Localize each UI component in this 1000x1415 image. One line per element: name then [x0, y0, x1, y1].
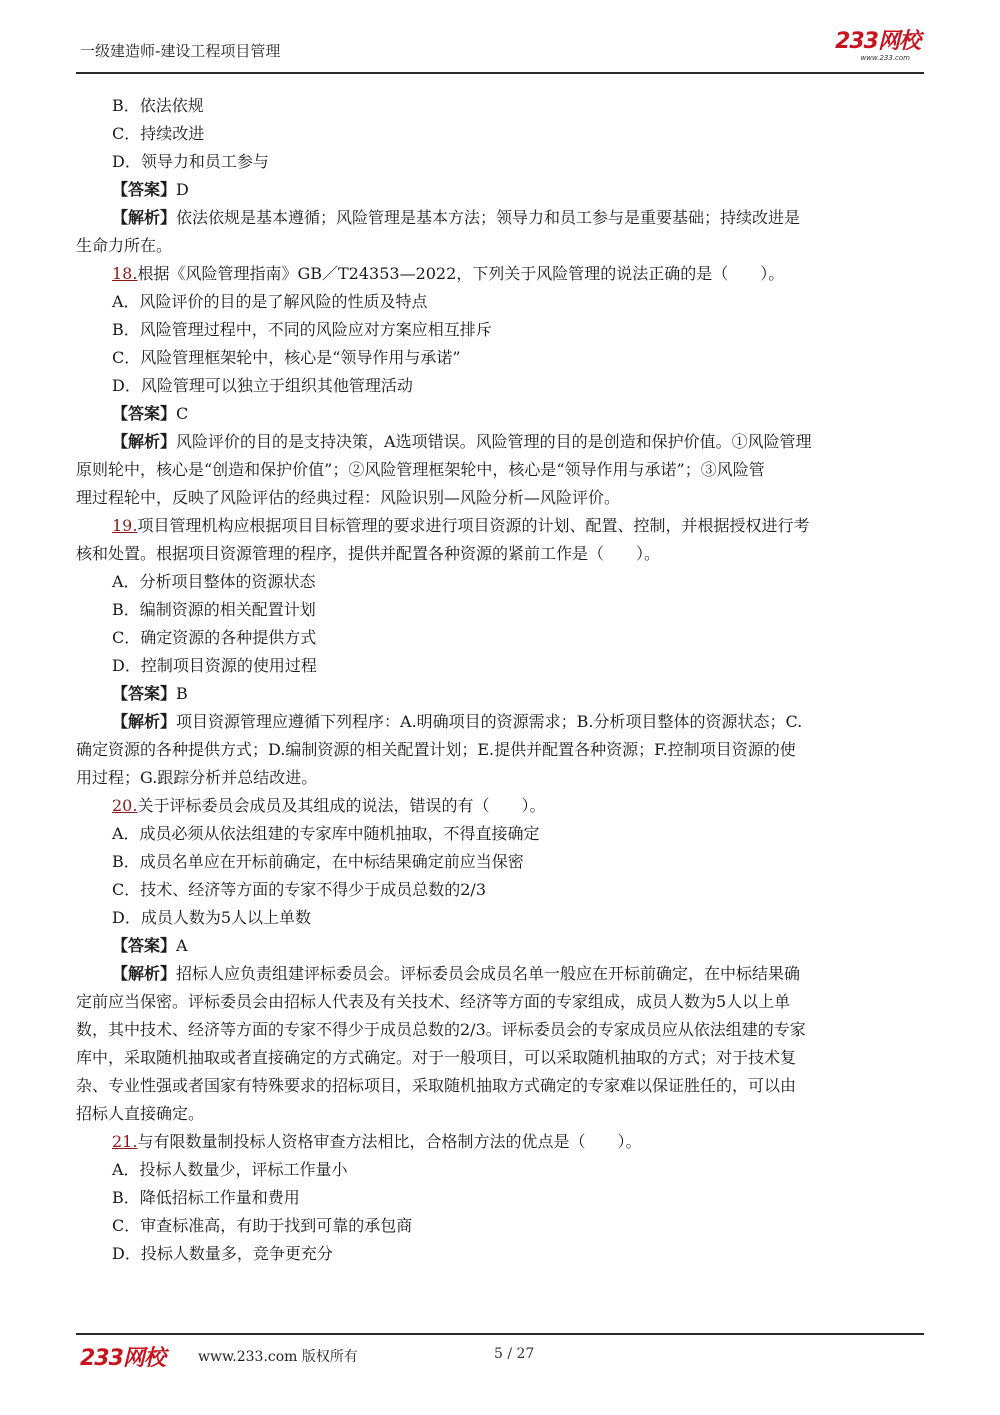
analysis-text: 杂、专业性强或者国家有特殊要求的招标项目，采取随机抽取方式确定的专家难以保证胜任的，可以由 — [76, 1076, 797, 1095]
answer-value: C — [176, 404, 189, 423]
answer-line — [76, 400, 924, 428]
option-a: A．分析项目整体的资源状态 — [112, 572, 316, 591]
option-c: C．确定资源的各种提供方式 — [112, 628, 317, 647]
option: B．依法依规 — [112, 96, 204, 115]
question-stem — [76, 1128, 924, 1156]
option-b: B．编制资源的相关配置计划 — [112, 600, 316, 619]
stem-text: 关于评标委员会成员及其组成的说法，错误的有（ ）。 — [137, 796, 546, 815]
analysis-label: 【解析】 — [112, 208, 177, 227]
analysis-text: 用过程；G.跟踪分析并总结改进。 — [76, 768, 318, 787]
answer-value: A — [176, 936, 188, 955]
analysis-text: 招标人应负责组建评标委员会。评标委员会成员名单一般应在开标前确定，在中标结果确 — [176, 964, 801, 983]
question-number: 20. — [112, 796, 138, 815]
option-d: D．投标人数量多，竞争更充分 — [112, 1244, 333, 1263]
analysis-text: 确定资源的各种提供方式；D.编制资源的相关配置计划；E.提供并配置各种资源；F.控制项目资源的使 — [76, 740, 796, 759]
brand-logo — [835, 30, 920, 62]
document-body — [76, 92, 924, 1268]
page-number: 5 / 27 — [494, 1346, 535, 1362]
option-c: C．风险管理框架轮中，核心是“领导作用与承诺” — [112, 348, 461, 367]
answer-value: B — [176, 684, 188, 703]
analysis-label: 【解析】 — [112, 432, 177, 451]
stem-text: 核和处置。根据项目资源管理的程序，提供并配置各种资源的紧前工作是（ ）。 — [76, 544, 661, 563]
logo-url: www.233.com — [860, 54, 910, 62]
answer-label: 【答案】 — [112, 404, 177, 423]
analysis-line — [76, 428, 924, 456]
option-a: A．风险评价的目的是了解风险的性质及特点 — [112, 292, 428, 311]
analysis-text: 原则轮中，核心是“创造和保护价值”；②风险管理框架轮中，核心是“领导作用与承诺”；③风险管 — [76, 460, 765, 479]
option-d: D．风险管理可以独立于组织其他管理活动 — [112, 376, 413, 395]
answer-line — [76, 932, 924, 960]
option-b: B．风险管理过程中，不同的风险应对方案应相互排斥 — [112, 320, 492, 339]
analysis-text: 定前应当保密。评标委员会由招标人代表及有关技术、经济等方面的专家组成，成员人数为5人以上单 — [76, 992, 791, 1011]
question-number: 18. — [112, 264, 138, 283]
analysis-text: 生命力所在。 — [76, 236, 173, 255]
answer-label: 【答案】 — [112, 180, 177, 199]
answer-value: D — [176, 180, 189, 199]
question-number: 19. — [112, 516, 138, 535]
page-footer — [76, 1333, 924, 1373]
stem-text: 项目管理机构应根据项目目标管理的要求进行项目资源的计划、配置、控制，并根据授权进行考 — [137, 516, 810, 535]
analysis-line — [76, 960, 924, 988]
question-number: 21. — [112, 1132, 138, 1151]
option-d: D．控制项目资源的使用过程 — [112, 656, 317, 675]
analysis-label: 【解析】 — [112, 964, 177, 983]
answer-line — [76, 680, 924, 708]
analysis-line — [76, 708, 924, 736]
option-c: C．技术、经济等方面的专家不得少于成员总数的2/3 — [112, 880, 486, 899]
analysis-line — [76, 204, 924, 232]
question-19 — [76, 512, 924, 792]
question-21 — [76, 1128, 924, 1268]
question-17-tail — [76, 92, 924, 260]
footer-copyright: www.233.com 版权所有 — [198, 1349, 358, 1365]
question-stem — [76, 792, 924, 820]
header-title: 一级建造师-建设工程项目管理 — [80, 42, 281, 60]
analysis-text: 项目资源管理应遵循下列程序：A.明确项目的资源需求；B.分析项目整体的资源状态；C. — [176, 712, 803, 731]
option: C．持续改进 — [112, 124, 205, 143]
page-header — [76, 30, 924, 74]
analysis-text: 依法依规是基本遵循；风险管理是基本方法；领导力和员工参与是重要基础；持续改进是 — [176, 208, 801, 227]
answer-label: 【答案】 — [112, 684, 177, 703]
analysis-label: 【解析】 — [112, 712, 177, 731]
stem-text: 根据《风险管理指南》GB／T24353—2022，下列关于风险管理的说法正确的是（ ）。 — [137, 264, 785, 283]
option-b: B．降低招标工作量和费用 — [112, 1188, 300, 1207]
analysis-text: 库中，采取随机抽取或者直接确定的方式确定。对于一般项目，可以采取随机抽取的方式；对于技术复 — [76, 1048, 797, 1067]
question-stem — [76, 512, 924, 540]
stem-text: 与有限数量制投标人资格审查方法相比，合格制方法的优点是（ ）。 — [137, 1132, 642, 1151]
logo-text: 233网校 — [835, 29, 920, 54]
question-stem — [76, 260, 924, 288]
question-18 — [76, 260, 924, 512]
analysis-text: 招标人直接确定。 — [76, 1104, 205, 1123]
option-a: A．成员必须从依法组建的专家库中随机抽取，不得直接确定 — [112, 824, 540, 843]
question-20 — [76, 792, 924, 1128]
footer-divider — [76, 1333, 924, 1335]
option-c: C．审查标准高，有助于找到可靠的承包商 — [112, 1216, 413, 1235]
answer-label: 【答案】 — [112, 936, 177, 955]
option-b: B．成员名单应在开标前确定，在中标结果确定前应当保密 — [112, 852, 524, 871]
analysis-text: 风险评价的目的是支持决策，A选项错误。风险管理的目的是创造和保护价值。①风险管理 — [176, 432, 812, 451]
option: D．领导力和员工参与 — [112, 152, 269, 171]
analysis-text: 数，其中技术、经济等方面的专家不得少于成员总数的2/3。评标委员会的专家成员应从依法组建的专家 — [76, 1020, 806, 1039]
option-d: D．成员人数为5人以上单数 — [112, 908, 312, 927]
footer-logo: 233网校 — [80, 1346, 165, 1371]
option-a: A．投标人数量少，评标工作量小 — [112, 1160, 348, 1179]
analysis-text: 理过程轮中，反映了风险评估的经典过程：风险识别—风险分析—风险评价。 — [76, 488, 621, 507]
header-divider — [76, 72, 924, 74]
answer-line — [76, 176, 924, 204]
